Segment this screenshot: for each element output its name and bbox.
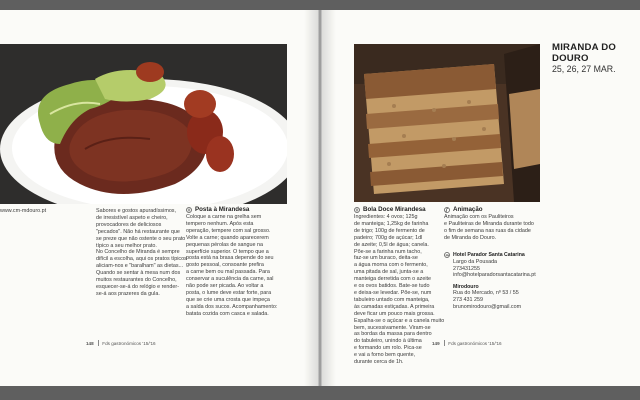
page-footer [86, 340, 156, 346]
cutlery-icon [354, 207, 360, 213]
text-line: que se crie uma crosta que impeça [186, 296, 270, 303]
hotel-name: Hotel Parador Santa Catarina [453, 251, 525, 258]
footer-divider [444, 340, 445, 346]
intro-text [96, 208, 187, 298]
text-line: e Pauliteiras de Miranda durante todo [444, 220, 534, 227]
text-line: deve ficar um pouco mais grossa. [354, 310, 435, 317]
page-shadow [304, 10, 318, 386]
viewer-top-bar [0, 0, 640, 10]
hotel-phone: 273431255 [453, 265, 480, 272]
text-line: conservar a suculência da carne, sal [186, 276, 274, 283]
cutlery-icon [186, 207, 192, 213]
bed-icon [444, 252, 450, 258]
text-line: de Miranda do Douro. [444, 234, 497, 241]
text-line: o fim de semana nas ruas da cidade [444, 227, 531, 234]
text-line: No Concelho de Miranda é sempre [96, 249, 180, 256]
hotel-1 [444, 252, 536, 280]
page-number: 148 [86, 340, 94, 346]
hotel-heading [444, 252, 536, 259]
text-line: posta está na brasa depende do seu [186, 255, 274, 262]
viewer-bottom-bar [0, 386, 640, 400]
text-line: de irresistível aspeto e cheiro, [96, 214, 168, 221]
text-line: Animação com os Pauliteiros [444, 214, 514, 220]
text-line: bem, sucessivamente. Viram-se [354, 324, 431, 331]
text-line: Quando se sentar à mesa num dos [96, 270, 181, 277]
text-line: Põe-se a farinha num tacho, [354, 248, 422, 255]
text-line: Volte a carne; quando aparecerem [186, 234, 269, 241]
text-line: aliciam-nos e "baralham" as dietas... [96, 263, 184, 270]
publication-name: Fds gastronómicos '15/'16 [102, 340, 156, 346]
text-line: a carne bem ou mal passada. Para [186, 269, 270, 276]
steak-illustration [0, 44, 287, 204]
hotel-email[interactable]: brunomirodouro@gmail.com [453, 304, 522, 311]
recipe-heading [186, 206, 277, 213]
text-line: faz-se um buraco, deita-se [354, 255, 418, 262]
text-line: superfície superior. O tempo que a [186, 248, 269, 255]
text-line: pequenas pérolas de sangue na [186, 241, 264, 248]
text-line: Sabores e gostos apuradíssimos, [96, 208, 177, 214]
steak-photo [0, 44, 287, 204]
text-line: não pode ser picada. Ao voltar a [186, 283, 264, 290]
text-line: e formando um rolo. Pica-se [354, 345, 422, 352]
hotel-name: Mirodouro [453, 284, 479, 291]
event-header [552, 42, 640, 74]
event-dates: 25, 26, 27 MAR. [552, 64, 616, 74]
text-line: às camadas estiçadas. A primeira [354, 303, 435, 310]
text-line: Espalha-se o açúcar e a canela muito [354, 317, 445, 324]
text-line: durante cerca de 1h. [354, 359, 404, 366]
text-line: difícil a escolha, aqui os pratos típicos [96, 256, 187, 263]
footer-divider [98, 340, 99, 346]
text-line: "pecados". Não há restaurante que [96, 228, 180, 235]
text-line: gosto pessoal, consoante prefira [186, 262, 264, 269]
text-line: tempero nenhum. Após esta [186, 220, 254, 227]
text-line: se-á aos prazeres da gula. [96, 290, 160, 297]
publication-name: Fds gastronómicos '15/'16 [448, 340, 502, 346]
text-line: as bordas da massa para dentro [354, 331, 432, 338]
page-footer [432, 340, 502, 346]
page-shadow [322, 10, 336, 386]
hotel-2 [453, 284, 536, 311]
text-line: Ingredientes: 4 ovos; 125g [354, 214, 418, 220]
text-line: e deixa-se levedar. Põe-se, num [354, 289, 432, 296]
hotel-email[interactable]: info@hotelparadorsantacatarina.pt [453, 272, 536, 279]
music-note-icon [444, 207, 450, 213]
text-line: a água morna com o fermento, [354, 262, 428, 269]
text-line: provocadores de deliciosos [96, 221, 162, 228]
text-line: e vai a forno bem quente, [354, 352, 416, 359]
cake-illustration [354, 44, 540, 202]
text-line: de trigo; 100g de fermento de [354, 227, 425, 234]
recipe-title: Posta à Mirandesa [195, 206, 250, 213]
text-line: típico a seu melhor prato. [96, 242, 157, 249]
text-line: esquecer-se-á do relógio e render- [96, 283, 180, 290]
animacao-title: Animação [453, 206, 483, 213]
animacao-section [444, 206, 536, 311]
page-title: MIRANDA DO DOURO [552, 42, 616, 64]
text-line: Coloque a carne na grelha sem [186, 214, 262, 220]
text-line: operação, tempere com sal grosso. [186, 227, 271, 234]
text-line: uma pitada de sal, junta-se a [354, 269, 424, 276]
photo-credit[interactable]: www.cm-mdouro.pt [0, 208, 47, 214]
text-line: tabuleiro untado com manteiga, [354, 296, 430, 303]
text-line: manteiga derretida com o azeite [354, 276, 432, 283]
hotel-phone: 273 431 259 [453, 297, 483, 304]
right-page [322, 10, 640, 386]
cake-photo [354, 44, 540, 202]
text-line: de manteiga; 1,25kg de farinha [354, 220, 429, 227]
left-page [0, 10, 318, 386]
animacao-heading [444, 206, 536, 213]
text-line: batata cozida com casca e salada. [186, 310, 269, 317]
page-number: 149 [432, 340, 440, 346]
hotel-address: Largo da Pousada [453, 258, 498, 265]
text-line: de azeite; 0,5l de água; canela. [354, 241, 429, 248]
text-line: padeiro; 700g de açúcar; 1dl [354, 234, 423, 241]
recipe-posta [186, 206, 277, 318]
text-line: do tabuleiro, unindo à última [354, 338, 422, 345]
text-line: posta, o lume deve estar forte, para [186, 289, 272, 296]
text-line: e os ovos batidos. Bate-se tudo [354, 283, 430, 290]
recipe-heading [354, 206, 444, 213]
recipe-title: Bola Doce Mirandesa [363, 206, 426, 213]
text-line: a saída dos sucos. Acompanhamento: [186, 303, 278, 310]
recipe-bola [354, 206, 444, 366]
text-line: se preze que não ostente o seu prato [96, 235, 186, 242]
text-line: muitos restaurantes do Concelho, [96, 277, 177, 284]
hotel-address: Rua do Mercado, nº 53 / 55 [453, 290, 519, 297]
